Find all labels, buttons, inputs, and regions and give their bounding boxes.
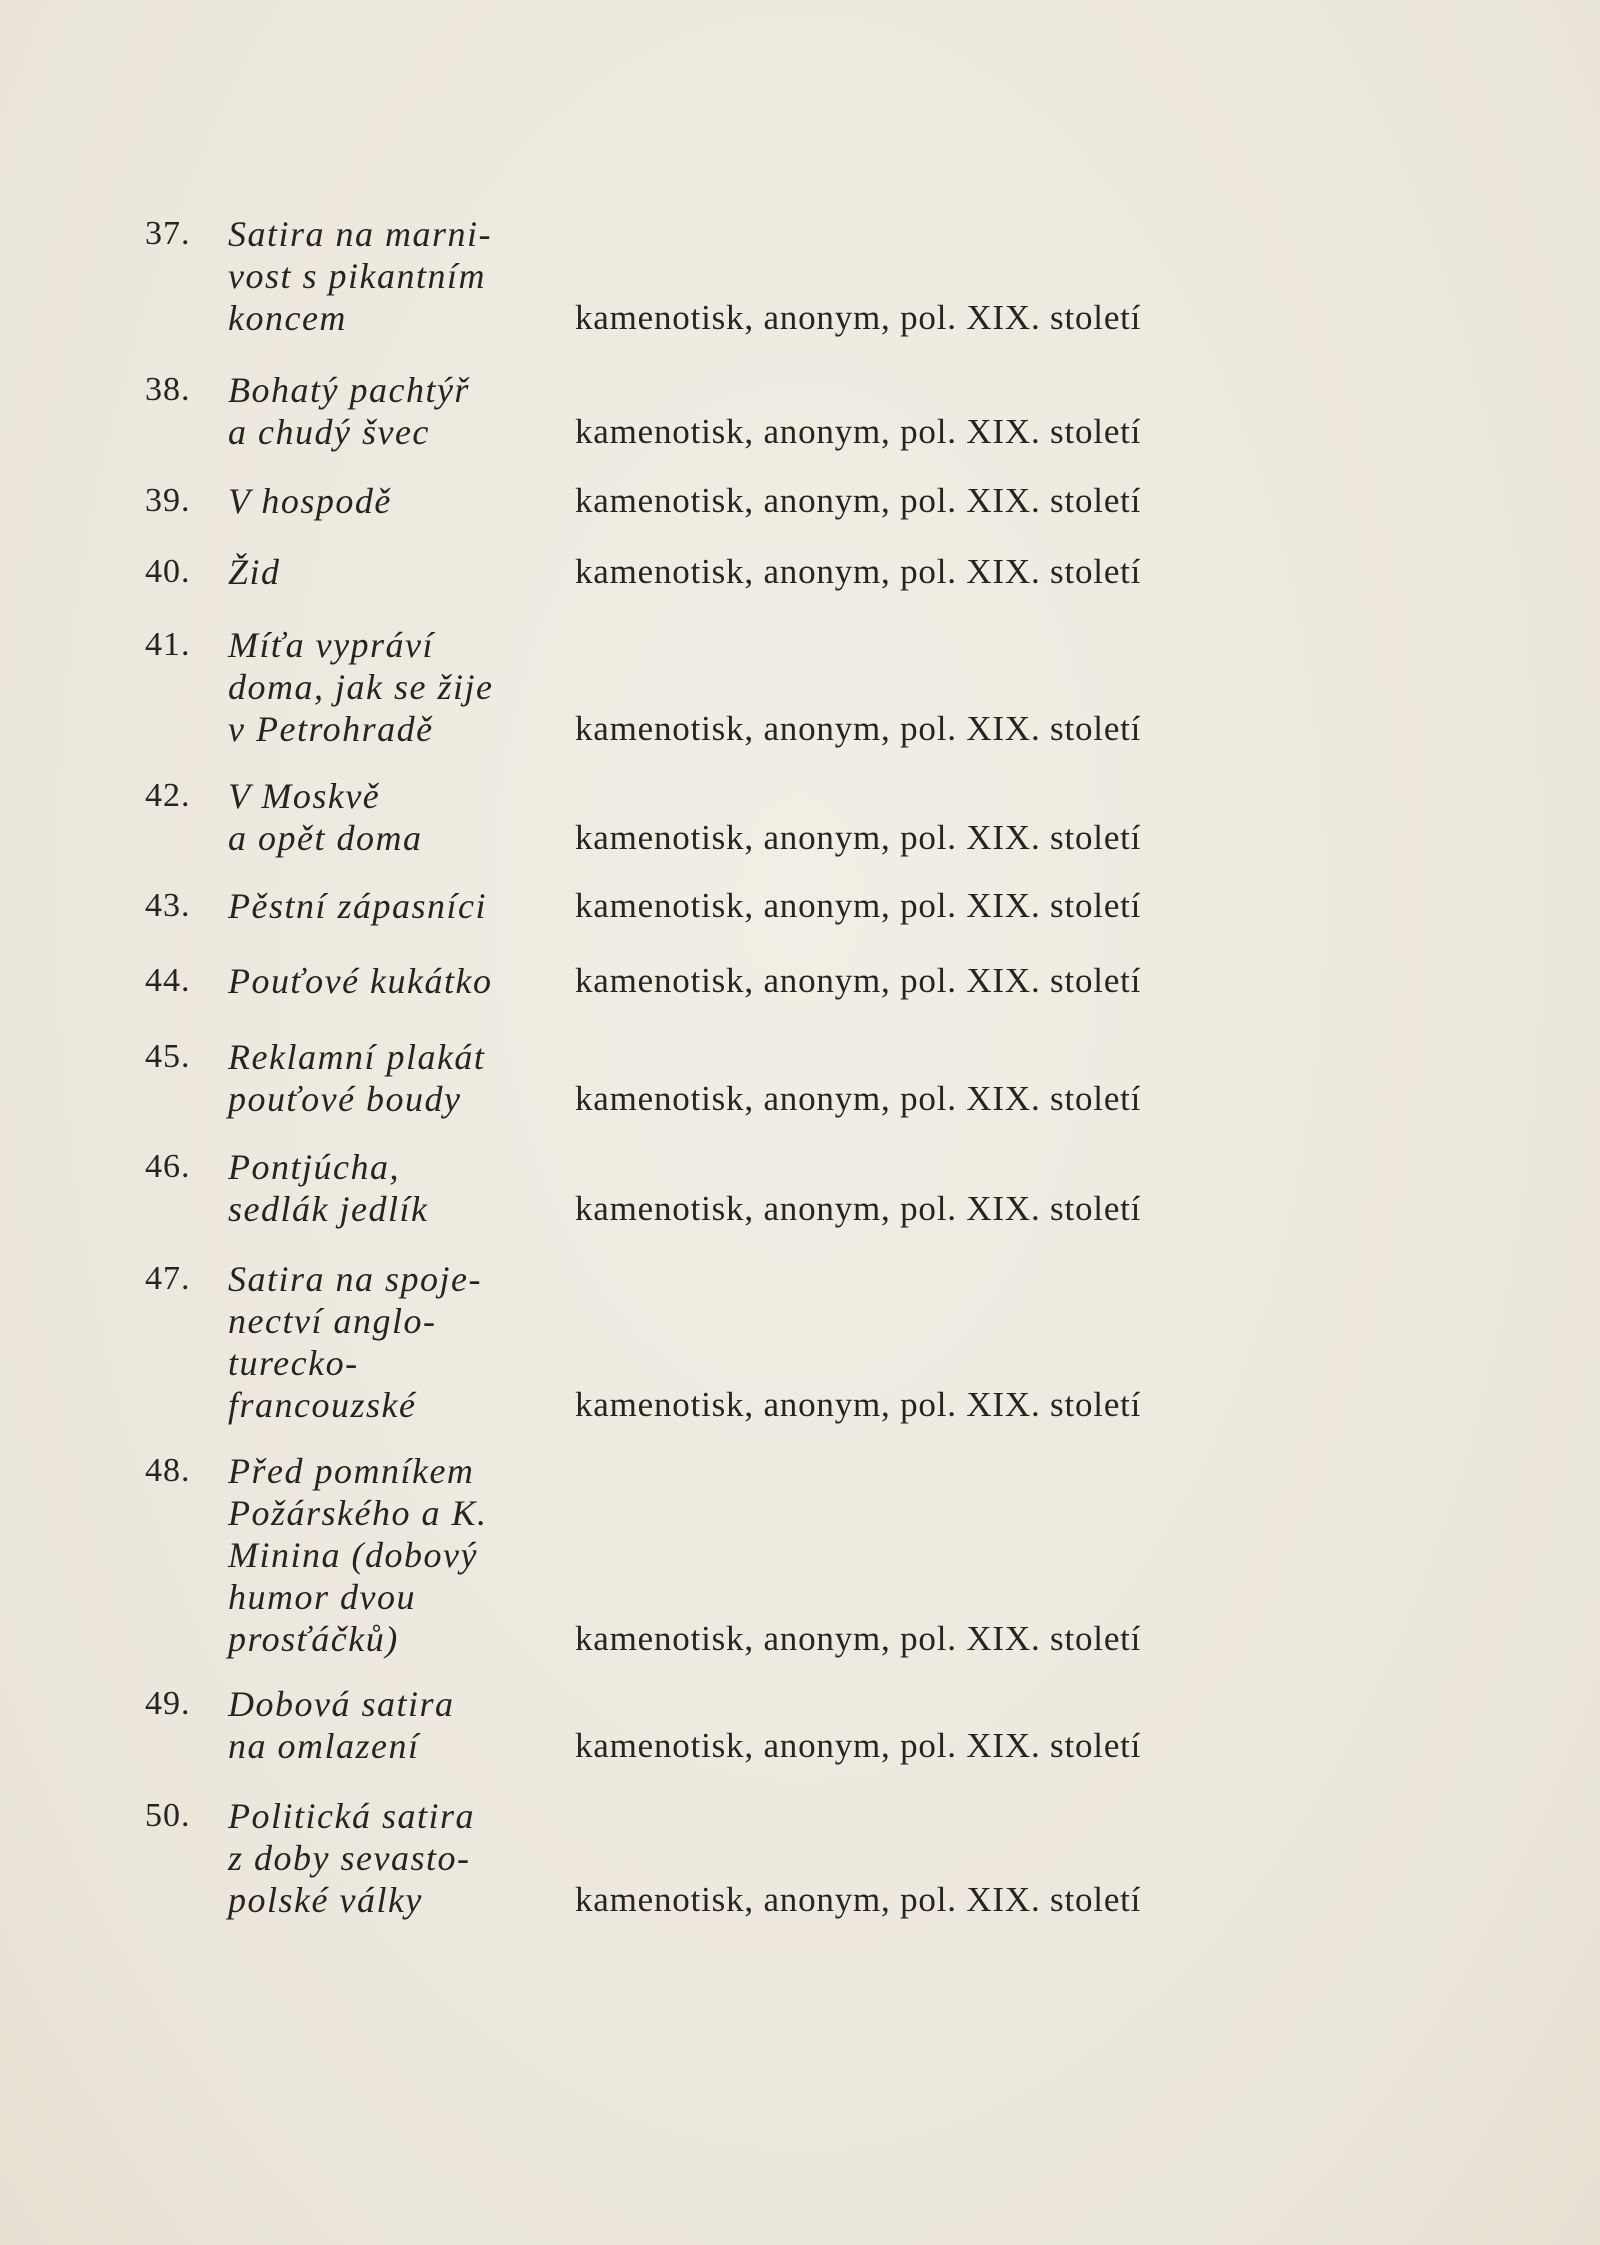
entry-number: 47. xyxy=(145,1260,191,1297)
entry-description: kamenotisk, anonym, pol. XIX. století xyxy=(575,709,1142,748)
entry-description: kamenotisk, anonym, pol. XIX. století xyxy=(575,412,1142,451)
entry-description: kamenotisk, anonym, pol. XIX. století xyxy=(575,552,1142,591)
title-line: Politická satira xyxy=(228,1796,475,1836)
entry-description: kamenotisk, anonym, pol. XIX. století xyxy=(575,1726,1142,1765)
title-line: Požárského a K. xyxy=(228,1493,488,1533)
entry-number: 41. xyxy=(145,626,191,663)
title-line: V Moskvě xyxy=(228,776,381,816)
entry-title xyxy=(228,960,568,1002)
title-line: sedlák jedlík xyxy=(228,1189,429,1229)
title-line: Pontjúcha, xyxy=(228,1147,400,1187)
title-line: prosťáčků) xyxy=(228,1619,399,1659)
title-line: Žid xyxy=(228,552,281,592)
title-line: francouzské xyxy=(228,1385,417,1425)
entry-number: 46. xyxy=(145,1148,191,1185)
entry-description: kamenotisk, anonym, pol. XIX. století xyxy=(575,1880,1142,1919)
title-line: Minina (dobový xyxy=(228,1535,478,1575)
title-line: V hospodě xyxy=(228,481,392,521)
entry-description: kamenotisk, anonym, pol. XIX. století xyxy=(575,1079,1142,1118)
entry-number: 43. xyxy=(145,887,191,924)
title-line: Před pomníkem xyxy=(228,1451,475,1491)
title-line: vost s pikantním xyxy=(228,256,486,296)
entry-number: 39. xyxy=(145,482,191,519)
title-line: na omlazení xyxy=(228,1726,420,1766)
title-line: Satira na spoje- xyxy=(228,1259,482,1299)
entry-title xyxy=(228,369,568,453)
entry-title xyxy=(228,1450,568,1660)
entry-description: kamenotisk, anonym, pol. XIX. století xyxy=(575,481,1142,520)
entry-title xyxy=(228,1146,568,1230)
entry-title xyxy=(228,1683,568,1767)
entry-description: kamenotisk, anonym, pol. XIX. století xyxy=(575,886,1142,925)
entry-number: 44. xyxy=(145,962,191,999)
entry-number: 45. xyxy=(145,1038,191,1075)
title-line: nectví anglo- xyxy=(228,1301,437,1341)
title-line: koncem xyxy=(228,298,347,338)
title-line: Dobová satira xyxy=(228,1684,455,1724)
entry-description: kamenotisk, anonym, pol. XIX. století xyxy=(575,961,1142,1000)
title-line: pouťové boudy xyxy=(228,1079,462,1119)
entry-description: kamenotisk, anonym, pol. XIX. století xyxy=(575,298,1142,337)
entry-title xyxy=(228,480,568,522)
title-line: Pouťové kukátko xyxy=(228,961,493,1001)
title-line: v Petrohradě xyxy=(228,709,434,749)
entry-number: 40. xyxy=(145,553,191,590)
entry-title xyxy=(228,775,568,859)
title-line: z doby sevasto- xyxy=(228,1838,471,1878)
entry-title xyxy=(228,624,568,750)
entry-title xyxy=(228,551,568,593)
title-line: Pěstní zápasníci xyxy=(228,886,487,926)
title-line: Satira na marni- xyxy=(228,214,493,254)
entry-number: 37. xyxy=(145,215,191,252)
entry-number: 50. xyxy=(145,1797,191,1834)
title-line: Míťa vypráví xyxy=(228,625,435,665)
entry-title xyxy=(228,1036,568,1120)
entry-title xyxy=(228,213,568,339)
title-line: Reklamní plakát xyxy=(228,1037,486,1077)
title-line: Bohatý pachtýř xyxy=(228,370,470,410)
entry-description: kamenotisk, anonym, pol. XIX. století xyxy=(575,1385,1142,1424)
title-line: polské války xyxy=(228,1880,423,1920)
title-line: a opět doma xyxy=(228,818,423,858)
entry-number: 42. xyxy=(145,777,191,814)
entry-title xyxy=(228,885,568,927)
title-line: doma, jak se žije xyxy=(228,667,494,707)
entry-number: 38. xyxy=(145,371,191,408)
entry-number: 48. xyxy=(145,1452,191,1489)
entry-title xyxy=(228,1795,568,1921)
entry-description: kamenotisk, anonym, pol. XIX. století xyxy=(575,1619,1142,1658)
entry-title xyxy=(228,1258,568,1426)
title-line: turecko- xyxy=(228,1343,359,1383)
entry-description: kamenotisk, anonym, pol. XIX. století xyxy=(575,1189,1142,1228)
title-line: humor dvou xyxy=(228,1577,416,1617)
title-line: a chudý švec xyxy=(228,412,430,452)
entry-description: kamenotisk, anonym, pol. XIX. století xyxy=(575,818,1142,857)
entry-number: 49. xyxy=(145,1685,191,1722)
